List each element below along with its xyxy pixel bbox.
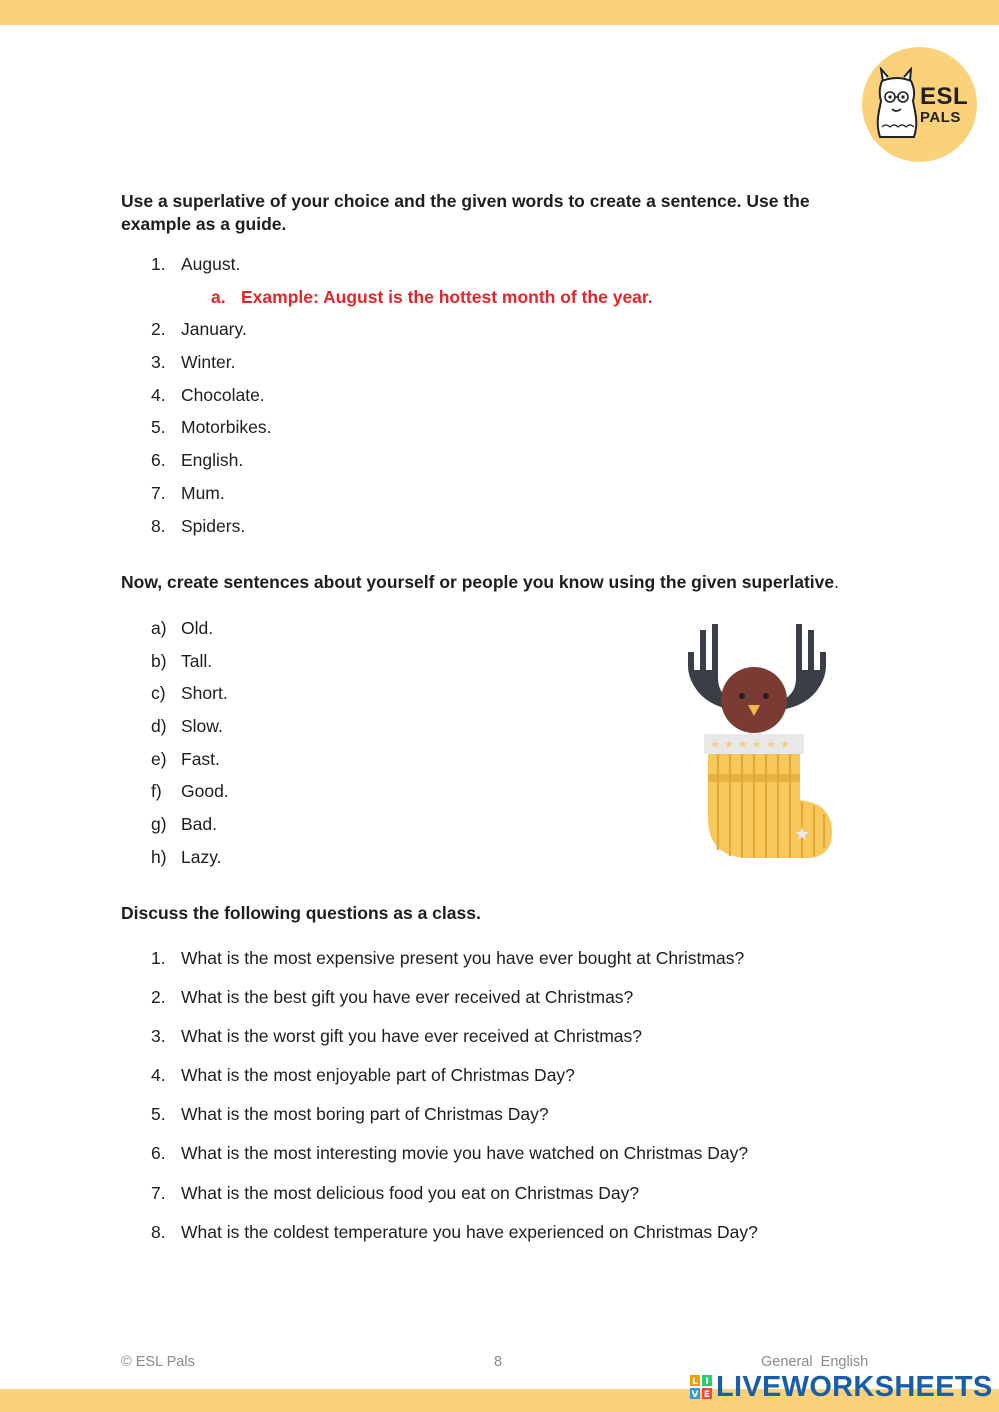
list-item bbox=[121, 683, 229, 716]
list-item bbox=[121, 651, 229, 684]
list-item bbox=[121, 814, 229, 847]
liveworksheets-badge-icon bbox=[690, 1375, 712, 1399]
list-item-text: What is the best gift you have ever received at Christmas? bbox=[181, 987, 634, 1008]
section3-list bbox=[121, 948, 758, 1261]
list-marker: c) bbox=[151, 683, 166, 704]
list-item-text: Short. bbox=[181, 683, 228, 704]
reindeer-eye-left bbox=[739, 693, 745, 699]
list-marker: f) bbox=[151, 781, 162, 802]
reindeer-stocking-illustration bbox=[678, 622, 836, 862]
list-item-text: Bad. bbox=[181, 814, 217, 835]
list-item-text: What is the most enjoyable part of Christmas Day? bbox=[181, 1065, 575, 1086]
list-item-text: Tall. bbox=[181, 650, 213, 671]
footer-subject: General English bbox=[761, 1354, 869, 1370]
list-marker: d) bbox=[151, 716, 167, 737]
list-item bbox=[121, 450, 653, 483]
section2-instruction-period: . bbox=[834, 572, 840, 592]
list-item-text: Lazy. bbox=[181, 846, 222, 867]
list-item-text: Old. bbox=[181, 618, 214, 638]
list-item bbox=[121, 948, 758, 987]
list-marker: 1. bbox=[151, 948, 166, 968]
list-item bbox=[121, 319, 653, 352]
section2-instruction bbox=[121, 571, 901, 594]
list-item bbox=[121, 1065, 758, 1104]
list-marker: b) bbox=[151, 650, 167, 671]
list-marker: h) bbox=[151, 846, 167, 867]
list-item-text: Fast. bbox=[181, 748, 220, 769]
badge-letter: V bbox=[691, 1390, 699, 1399]
list-item-text: What is the worst gift you have ever received at Christmas? bbox=[181, 1026, 643, 1047]
reindeer-head bbox=[721, 667, 787, 733]
list-marker: a. bbox=[211, 286, 226, 307]
list-marker: 4. bbox=[151, 384, 166, 405]
list-item bbox=[121, 516, 653, 549]
badge-letter: I bbox=[705, 1377, 709, 1387]
list-marker: a) bbox=[151, 618, 167, 638]
logo-text bbox=[920, 85, 968, 125]
list-item bbox=[121, 1222, 758, 1261]
list-marker: 6. bbox=[151, 1143, 166, 1164]
list-item-text: Motorbikes. bbox=[181, 417, 272, 438]
svg-text:★: ★ bbox=[780, 738, 790, 751]
section2-list bbox=[121, 618, 229, 880]
list-item bbox=[121, 781, 229, 814]
list-item bbox=[121, 749, 229, 782]
list-item bbox=[121, 385, 653, 418]
footer-page-number: 8 bbox=[494, 1354, 503, 1370]
list-item-text: What is the most expensive present you have ever bought at Christmas? bbox=[181, 948, 745, 968]
list-marker: 1. bbox=[151, 254, 166, 274]
list-item bbox=[121, 1026, 758, 1065]
list-item-text: January. bbox=[181, 319, 247, 340]
svg-text:★: ★ bbox=[738, 738, 748, 751]
list-item-text: Mum. bbox=[181, 482, 225, 503]
list-item-text: Slow. bbox=[181, 716, 223, 737]
example-text: Example: August is the hottest month of the year. bbox=[241, 286, 653, 307]
list-marker: 3. bbox=[151, 1026, 166, 1047]
list-item-text: Winter. bbox=[181, 352, 236, 373]
badge-letter: E bbox=[703, 1390, 711, 1399]
list-item bbox=[121, 352, 653, 385]
section3-instruction: Discuss the following questions as a class. bbox=[121, 903, 481, 923]
list-marker: 8. bbox=[151, 1221, 166, 1242]
reindeer-eye-right bbox=[763, 693, 769, 699]
list-item bbox=[121, 716, 229, 749]
list-item bbox=[121, 417, 653, 450]
list-marker: 6. bbox=[151, 450, 166, 471]
list-item-text: Spiders. bbox=[181, 515, 246, 536]
list-item bbox=[121, 618, 229, 651]
list-item-text: Good. bbox=[181, 781, 229, 802]
logo-line-2: PALS bbox=[920, 109, 961, 126]
list-item bbox=[121, 1104, 758, 1143]
list-marker: 2. bbox=[151, 987, 166, 1008]
list-marker: 3. bbox=[151, 352, 166, 373]
example-item bbox=[121, 287, 653, 320]
list-item-text: What is the coldest temperature you have experienced on Christmas Day? bbox=[181, 1221, 758, 1242]
star-icon: ★ bbox=[794, 824, 811, 845]
list-item-text: What is the most interesting movie you have watched on Christmas Day? bbox=[181, 1143, 749, 1164]
list-item-text: What is the most delicious food you eat on Christmas Day? bbox=[181, 1182, 640, 1203]
list-item-text: What is the most boring part of Christmas Day? bbox=[181, 1104, 549, 1125]
list-marker: 7. bbox=[151, 1182, 166, 1203]
list-marker: g) bbox=[151, 814, 167, 835]
list-item bbox=[121, 987, 758, 1026]
badge-letter: L bbox=[692, 1377, 698, 1387]
logo-line-1: ESL bbox=[920, 83, 969, 110]
list-marker: 8. bbox=[151, 515, 166, 536]
svg-text:★: ★ bbox=[752, 738, 762, 751]
list-marker: 4. bbox=[151, 1065, 166, 1086]
list-marker: 5. bbox=[151, 417, 166, 438]
svg-text:★: ★ bbox=[710, 738, 720, 751]
list-item bbox=[121, 847, 229, 880]
list-item bbox=[121, 483, 653, 516]
esl-pals-logo bbox=[862, 47, 977, 162]
list-marker: 2. bbox=[151, 319, 166, 340]
list-marker: e) bbox=[151, 748, 167, 769]
svg-text:★: ★ bbox=[766, 738, 776, 751]
section2-instruction-text: Now, create sentences about yourself or people you know using the given superlative bbox=[121, 572, 835, 592]
section1-list bbox=[121, 254, 653, 548]
list-item-text: Chocolate. bbox=[181, 384, 265, 405]
list-item-text: August. bbox=[181, 254, 241, 274]
list-item bbox=[121, 254, 653, 287]
footer-copyright: © ESL Pals bbox=[121, 1354, 195, 1370]
list-marker: 7. bbox=[151, 482, 166, 503]
list-item bbox=[121, 1183, 758, 1222]
llama-icon bbox=[874, 67, 920, 143]
svg-text:★: ★ bbox=[724, 738, 734, 751]
liveworksheets-text: LIVEWORKSHEETS bbox=[716, 1371, 993, 1403]
top-yellow-bar bbox=[0, 0, 999, 25]
section1-instruction: Use a superlative of your choice and the given words to create a sentence. Use the example as a guide. bbox=[121, 191, 810, 234]
list-item bbox=[121, 1143, 758, 1182]
list-marker: 5. bbox=[151, 1104, 166, 1125]
list-item-text: English. bbox=[181, 450, 244, 471]
